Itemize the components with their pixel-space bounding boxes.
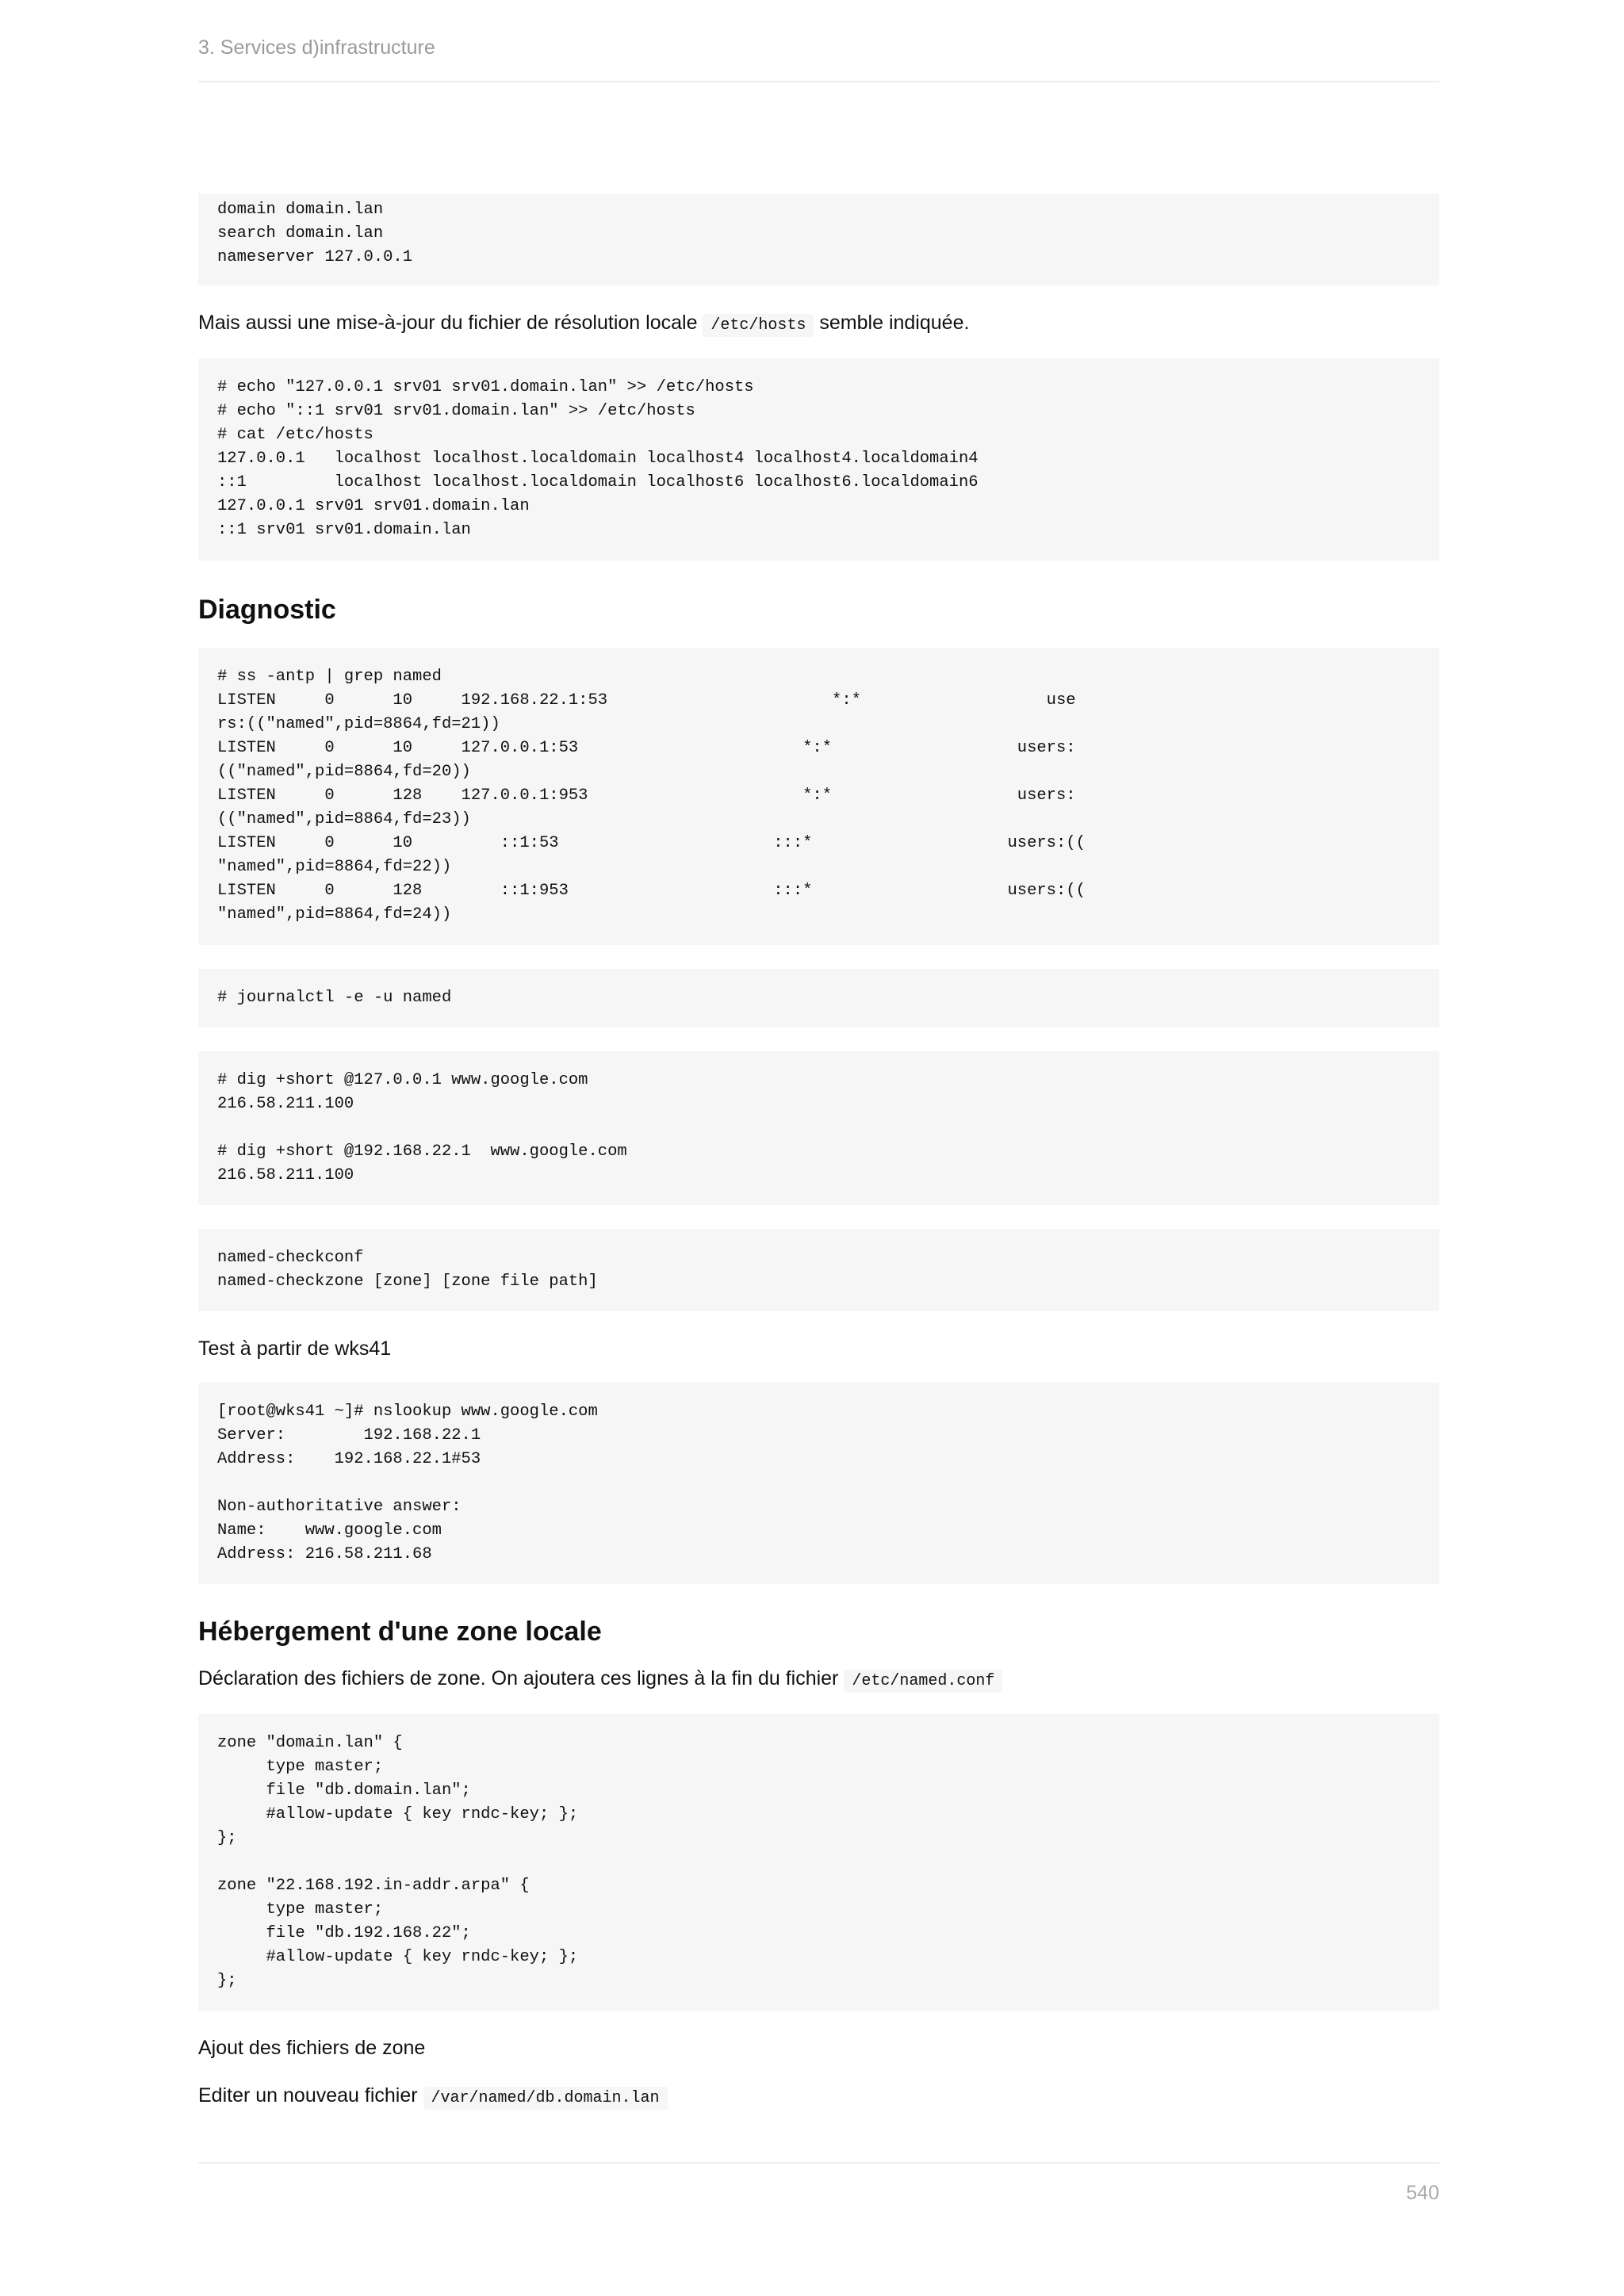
edit-file-text: Editer un nouveau fichier xyxy=(198,2084,418,2107)
code-block-resolv-conf: domain domain.lan search domain.lan nameserver 127.0.0.1 xyxy=(198,193,1439,285)
code-block-dig: # dig +short @127.0.0.1 www.google.com 216.58.211.100 # dig +short @192.168.22.1 www.google.com 216.58.211.100 xyxy=(198,1051,1439,1205)
code-block-ss-antp: # ss -antp | grep named LISTEN 0 10 192.168.22.1:53 *:* use rs:(("named",pid=8864,fd=21)) LISTEN 0 10 127.0.0.1:53 *:* users: (("named",pid=8864,fd=20)) LISTEN 0 128 127.0.0.1:953 *:* users: (("named",pid=8864,fd=23)) LISTEN 0 10 ::1:53 :::* users:(( "named",pid=8864,fd=22)) LISTEN 0 128 ::1:953 :::* users:(( "named",pid=8864,fd=24)) xyxy=(198,648,1439,945)
paragraph-add-zone-files: Ajout des fichiers de zone xyxy=(198,2037,426,2059)
code-block-nslookup: [root@wks41 ~]# nslookup www.google.com Server: 192.168.22.1 Address: 192.168.22.1#53 Non-authoritative answer: Name: www.google.com Address: 216.58.211.68 xyxy=(198,1383,1439,1584)
paragraph-test-wks41: Test à partir de wks41 xyxy=(198,1337,392,1360)
hosts-intro-text-end: semble indiquée. xyxy=(819,312,970,334)
header-divider xyxy=(198,81,1439,82)
inline-code-db-domain-lan: /var/named/db.domain.lan xyxy=(423,2087,668,2110)
inline-code-named-conf: /etc/named.conf xyxy=(844,1670,1002,1693)
document-page xyxy=(198,0,1439,2296)
section-heading-diagnostic: Diagnostic xyxy=(198,595,336,625)
page-content xyxy=(198,193,1439,2112)
footer-divider xyxy=(198,2162,1439,2164)
code-block-hosts: # echo "127.0.0.1 srv01 srv01.domain.lan" >> /etc/hosts # echo "::1 srv01 srv01.domain.lan" >> /etc/hosts # cat /etc/hosts 127.0.0.1 localhost localhost.localdomain localhost4 localhost4.localdomain4 ::1 localhost localhost.localdomain localhost6 localhost6.localdomain6 127.0.0.1 srv01 srv01.domain.lan ::1 srv01 srv01.domain.lan xyxy=(198,358,1439,561)
inline-code-etc-hosts: /etc/hosts xyxy=(703,314,814,337)
zone-intro-text: Déclaration des fichiers de zone. On ajoutera ces lignes à la fin du fichier xyxy=(198,1667,839,1689)
hosts-intro-text: Mais aussi une mise-à-jour du fichier de résolution locale xyxy=(198,312,698,334)
section-heading-zone-locale: Hébergement d'une zone locale xyxy=(198,1617,602,1647)
running-header: 3. Services d)infrastructure xyxy=(198,36,435,59)
paragraph-hosts-intro xyxy=(198,309,1439,339)
paragraph-zone-intro xyxy=(198,1665,1439,1695)
code-block-zone-declaration: zone "domain.lan" { type master; file "db.domain.lan"; #allow-update { key rndc-key; }; }; zone "22.168.192.in-addr.arpa" { type master; file "db.192.168.22"; #allow-update { key rndc-key; }; }; xyxy=(198,1714,1439,2011)
code-block-journalctl: # journalctl -e -u named xyxy=(198,969,1439,1027)
page-number: 540 xyxy=(1406,2182,1439,2204)
code-block-named-check: named-checkconf named-checkzone [zone] [zone file path] xyxy=(198,1229,1439,1311)
paragraph-edit-file xyxy=(198,2082,1439,2112)
